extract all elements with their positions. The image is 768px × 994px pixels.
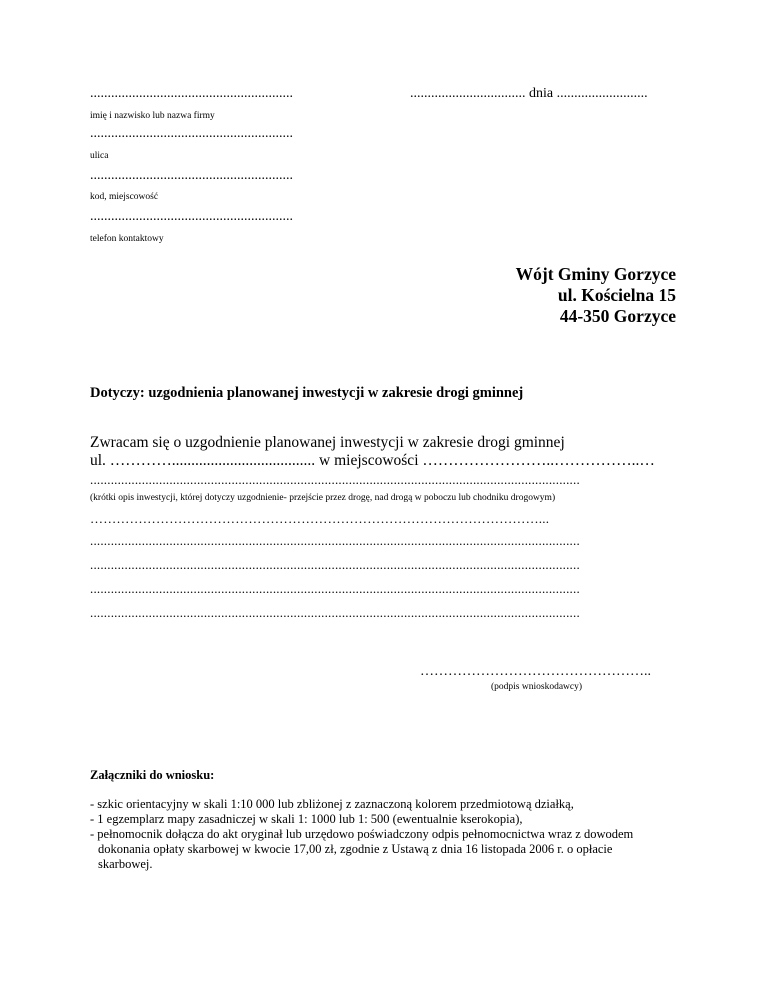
street-label: ulica (90, 151, 109, 161)
street-locality-line[interactable]: ul. …………..................................... w miejscowości ……………………..……………..… (90, 452, 655, 469)
postcode-city-label: kod, miejscowość (90, 192, 159, 202)
description-line-5[interactable]: .............................................................................................................................................. (90, 605, 580, 620)
request-sentence: Zwracam się o uzgodnienie planowanej inwestycji w zakresie drogi gminnej (90, 434, 565, 451)
description-line-2[interactable]: .............................................................................................................................................. (90, 533, 580, 548)
attachment-item-proxy: - pełnomocnik dołącza do akt oryginał lub urzędowo poświadczony odpis pełnomocnictwa wraz z dowodem (90, 827, 634, 841)
description-line-4[interactable]: .............................................................................................................................................. (90, 581, 580, 596)
attachment-item-proxy-cont: dokonania opłaty skarbowej w kwocie 17,00 zł, zgodnie z Ustawą z dnia 16 listopada 2006 r. o opłacie (98, 842, 613, 856)
phone-field[interactable]: .......................................................... (90, 209, 293, 224)
postcode-city-field[interactable]: .......................................................... (90, 168, 293, 183)
attachment-item-sketch: - szkic orientacyjny w skali 1:10 000 lub zbliżonej z zaznaczoną kolorem przedmiotową działką, (90, 797, 574, 811)
investment-hint: (krótki opis inwestycji, której dotyczy uzgodnienie- przejście przez drogę, nad drogą w poboczu lub chodniku drogowym) (90, 493, 556, 503)
name-label: imię i nazwisko lub nazwa firmy (90, 111, 215, 121)
attachment-item-proxy-end: skarbowej. (98, 857, 153, 871)
street-field[interactable]: .......................................................... (90, 126, 293, 141)
recipient-name: Wójt Gminy Gorzyce (515, 264, 676, 284)
recipient-street: ul. Kościelna 15 (557, 285, 676, 305)
subject-line: Dotyczy: uzgodnienia planowanej inwestycji w zakresie drogi gminnej (90, 385, 524, 401)
attachment-item-map: - 1 egzemplarz mapy zasadniczej w skali 1: 1000 lub 1: 500 (ewentualnie kserokopia), (90, 812, 523, 826)
description-line-3[interactable]: .............................................................................................................................................. (90, 557, 580, 572)
signature-label: (podpis wnioskodawcy) (491, 682, 583, 692)
description-line-1[interactable]: …………………………………………………………………………………………... (90, 511, 550, 526)
investment-dots-line[interactable]: .............................................................................................................................................. (90, 472, 580, 487)
signature-field[interactable]: ………………………………………….. (420, 664, 651, 679)
date-field[interactable]: ................................. dnia .......................... (410, 86, 648, 101)
phone-label: telefon kontaktowy (90, 234, 164, 244)
recipient-city: 44-350 Gorzyce (559, 306, 676, 326)
attachments-title: Załączniki do wniosku: (90, 768, 215, 782)
name-field[interactable]: .......................................................... (90, 86, 293, 101)
